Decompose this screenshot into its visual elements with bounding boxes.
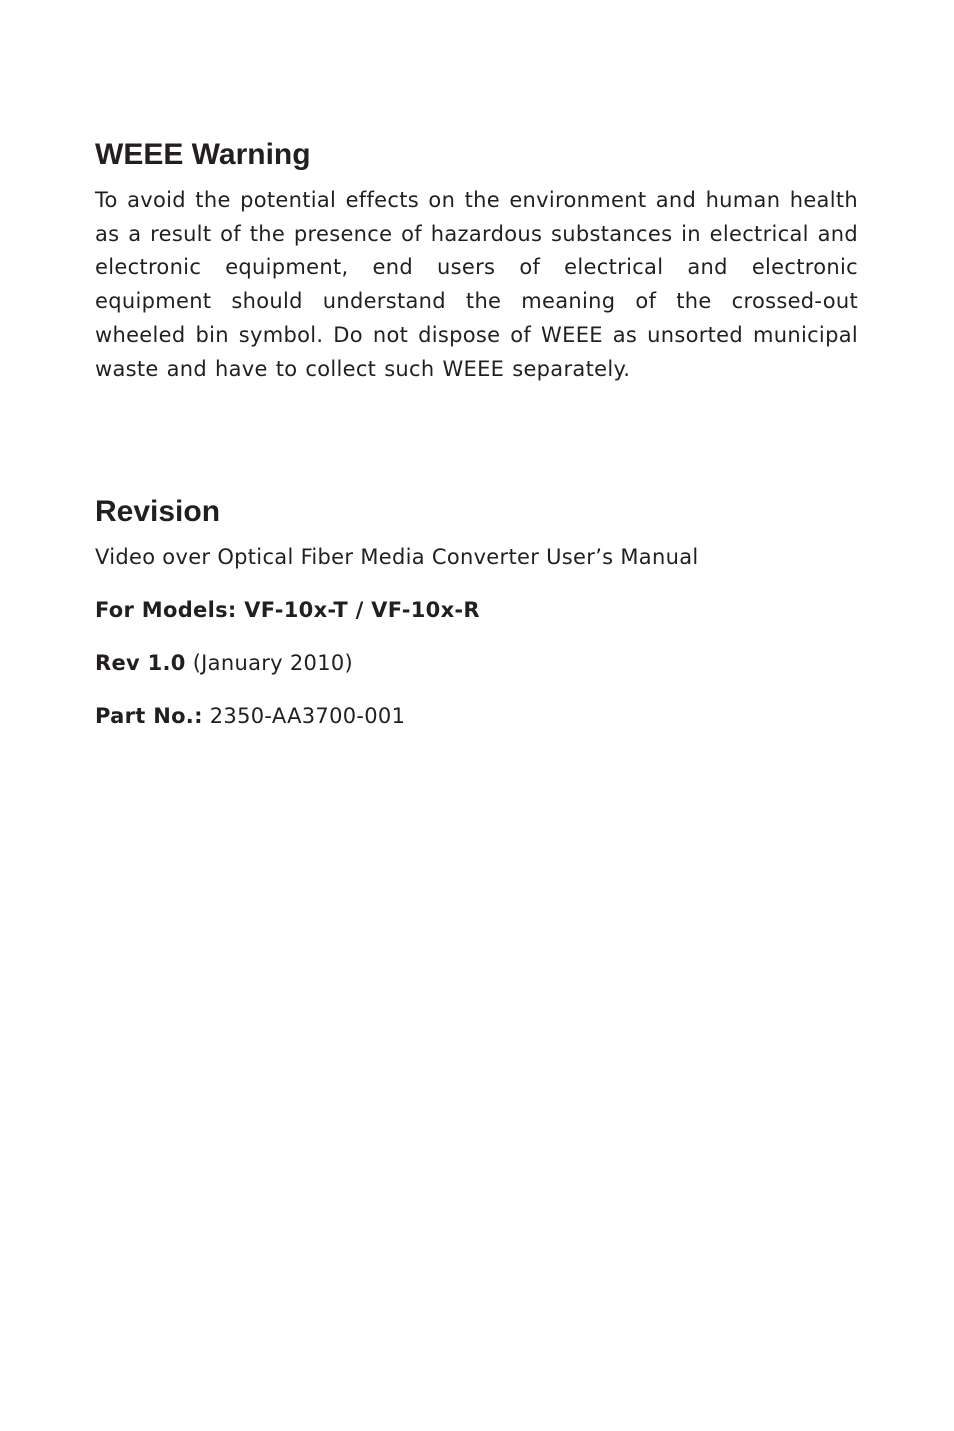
part-number-line bbox=[95, 701, 405, 731]
revision-label: Rev 1.0 bbox=[95, 651, 186, 675]
weee-warning-heading: WEEE Warning bbox=[95, 138, 311, 171]
part-number-label: Part No.: bbox=[95, 704, 203, 728]
revision-line bbox=[95, 648, 353, 678]
models-line: For Models: VF-10x-T / VF-10x-R bbox=[95, 598, 480, 622]
part-number-value: 2350-AA3700-001 bbox=[202, 704, 406, 728]
revision-date: (January 2010) bbox=[185, 651, 354, 675]
weee-warning-paragraph: To avoid the potential effects on the environment and human health as a result of the presence of hazardous substances in electrical and electronic equipment, end users of electrical and electronic equipment should understand the meaning of the crossed-out wheeled bin symbol. Do not dispose of WEEE as unsorted municipal waste and have to collect such WEEE separately. bbox=[95, 188, 858, 381]
manual-title: Video over Optical Fiber Media Converter User’s Manual bbox=[95, 545, 699, 569]
revision-heading: Revision bbox=[95, 495, 221, 528]
